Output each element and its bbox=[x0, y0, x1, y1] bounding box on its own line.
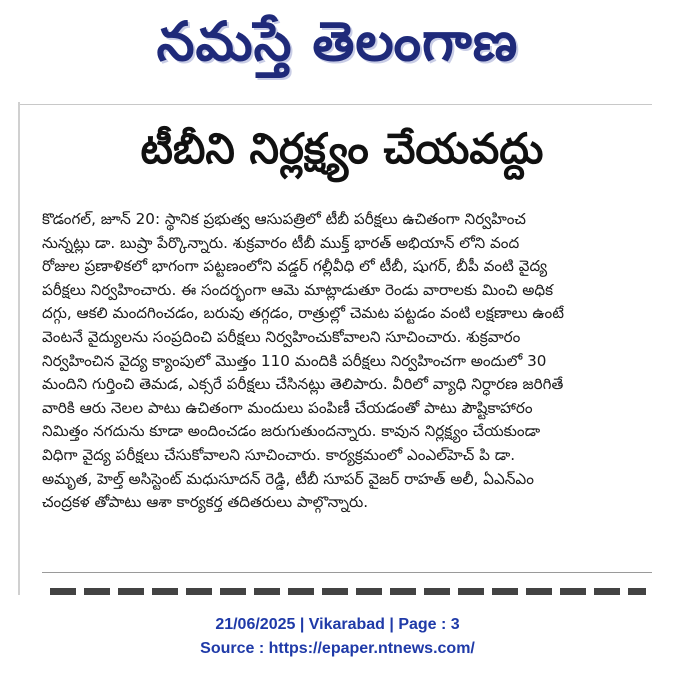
article-headline: టీబీని నిర్లక్ష్యం చేయవద్దు bbox=[140, 124, 544, 173]
article-line: మందిని గుర్తించి తెమడ, ఎక్సరే పరీక్షలు చేసినట్లు తెలిపారు. వీరిలో వ్యాధి నిర్ధారణ జరిగితే bbox=[42, 375, 564, 394]
next-headline-cropped bbox=[50, 580, 646, 595]
article-line: దగ్గు, ఆకలి మందగించడం, బరువు తగ్గడం, రాత్రుల్లో చెమట పట్టడం వంటి లక్షణాలు ఉంటే bbox=[42, 304, 564, 323]
article-line: వెంటనే వైద్యులను సంప్రదించి పరీక్షలు నిర్వహించుకోవాలని సూచించారు. శుక్రవారం bbox=[42, 327, 521, 346]
article-line: వారికి ఆరు నెలల పాటు ఉచితంగా మందులు పంపిణీ చేయడంతో పాటు పౌష్టికాహారం bbox=[42, 398, 533, 417]
clipping-footer bbox=[0, 613, 675, 661]
top-divider bbox=[20, 104, 652, 105]
article-line: పరీక్షలు నిర్వహించారు. ఈ సందర్భంగా ఆమె మాట్లాడుతూ రెండు వారాలకు మించి అధిక bbox=[42, 280, 554, 299]
article-clipping bbox=[18, 102, 652, 595]
masthead-title: నమస్తే తెలంగాణ bbox=[156, 10, 519, 73]
article-line: రోజుల ప్రణాళికలో భాగంగా పట్టణంలోని వడ్డర్ గల్లీవీధి లో టీబీ, షుగర్, బీపీ వంటి వైద్య bbox=[42, 257, 548, 276]
cropped-headline-fragment bbox=[50, 588, 646, 595]
edition-info: 21/06/2025 | Vikarabad | Page : 3 bbox=[215, 616, 460, 633]
article-line: చంద్రకళ తోపాటు ఆశా కార్యకర్త తదితరులు పాల్గొన్నారు. bbox=[42, 493, 369, 512]
article-line: విధిగా వైద్య పరీక్షలు చేసుకోవాలని సూచించారు. కార్యక్రమంలో ఎంఎల్‌హెచ్ పి డా. bbox=[42, 445, 516, 464]
source-link[interactable]: Source : https://epaper.ntnews.com/ bbox=[200, 640, 475, 657]
article-line: కొడంగల్, జూన్ 20: స్థానిక ప్రభుత్వ ఆసుపత్రిలో టీబీ పరీక్షలు ఉచితంగా నిర్వహించ bbox=[42, 210, 526, 228]
newspaper-masthead bbox=[0, 0, 675, 82]
article-body bbox=[42, 208, 644, 515]
article-line: నిర్వహించిన వైద్య క్యాంపులో మొత్తం 110 మందికి పరీక్షలు నిర్వహించగా అందులో 30 bbox=[42, 351, 547, 370]
article-line: నున్నట్లు డా. బుష్రా పేర్కొన్నారు. శుక్రవారం టీబీ ముక్త్ భారత్ అభియాన్ లోని వంద bbox=[42, 233, 520, 252]
article-line: అమృత, హెల్త్ అసిస్టెంట్ మధుసూదన్ రెడ్డి, టీబీ సూపర్ వైజర్ రాహత్ అలీ, ఏఎన్ఎం bbox=[42, 469, 534, 488]
article-line: నిమిత్తం నగదును కూడా అందించడం జరుగుతుందన్నారు. కావున నిర్లక్ష్యం చేయకుండా bbox=[42, 422, 541, 441]
bottom-divider bbox=[42, 572, 652, 573]
